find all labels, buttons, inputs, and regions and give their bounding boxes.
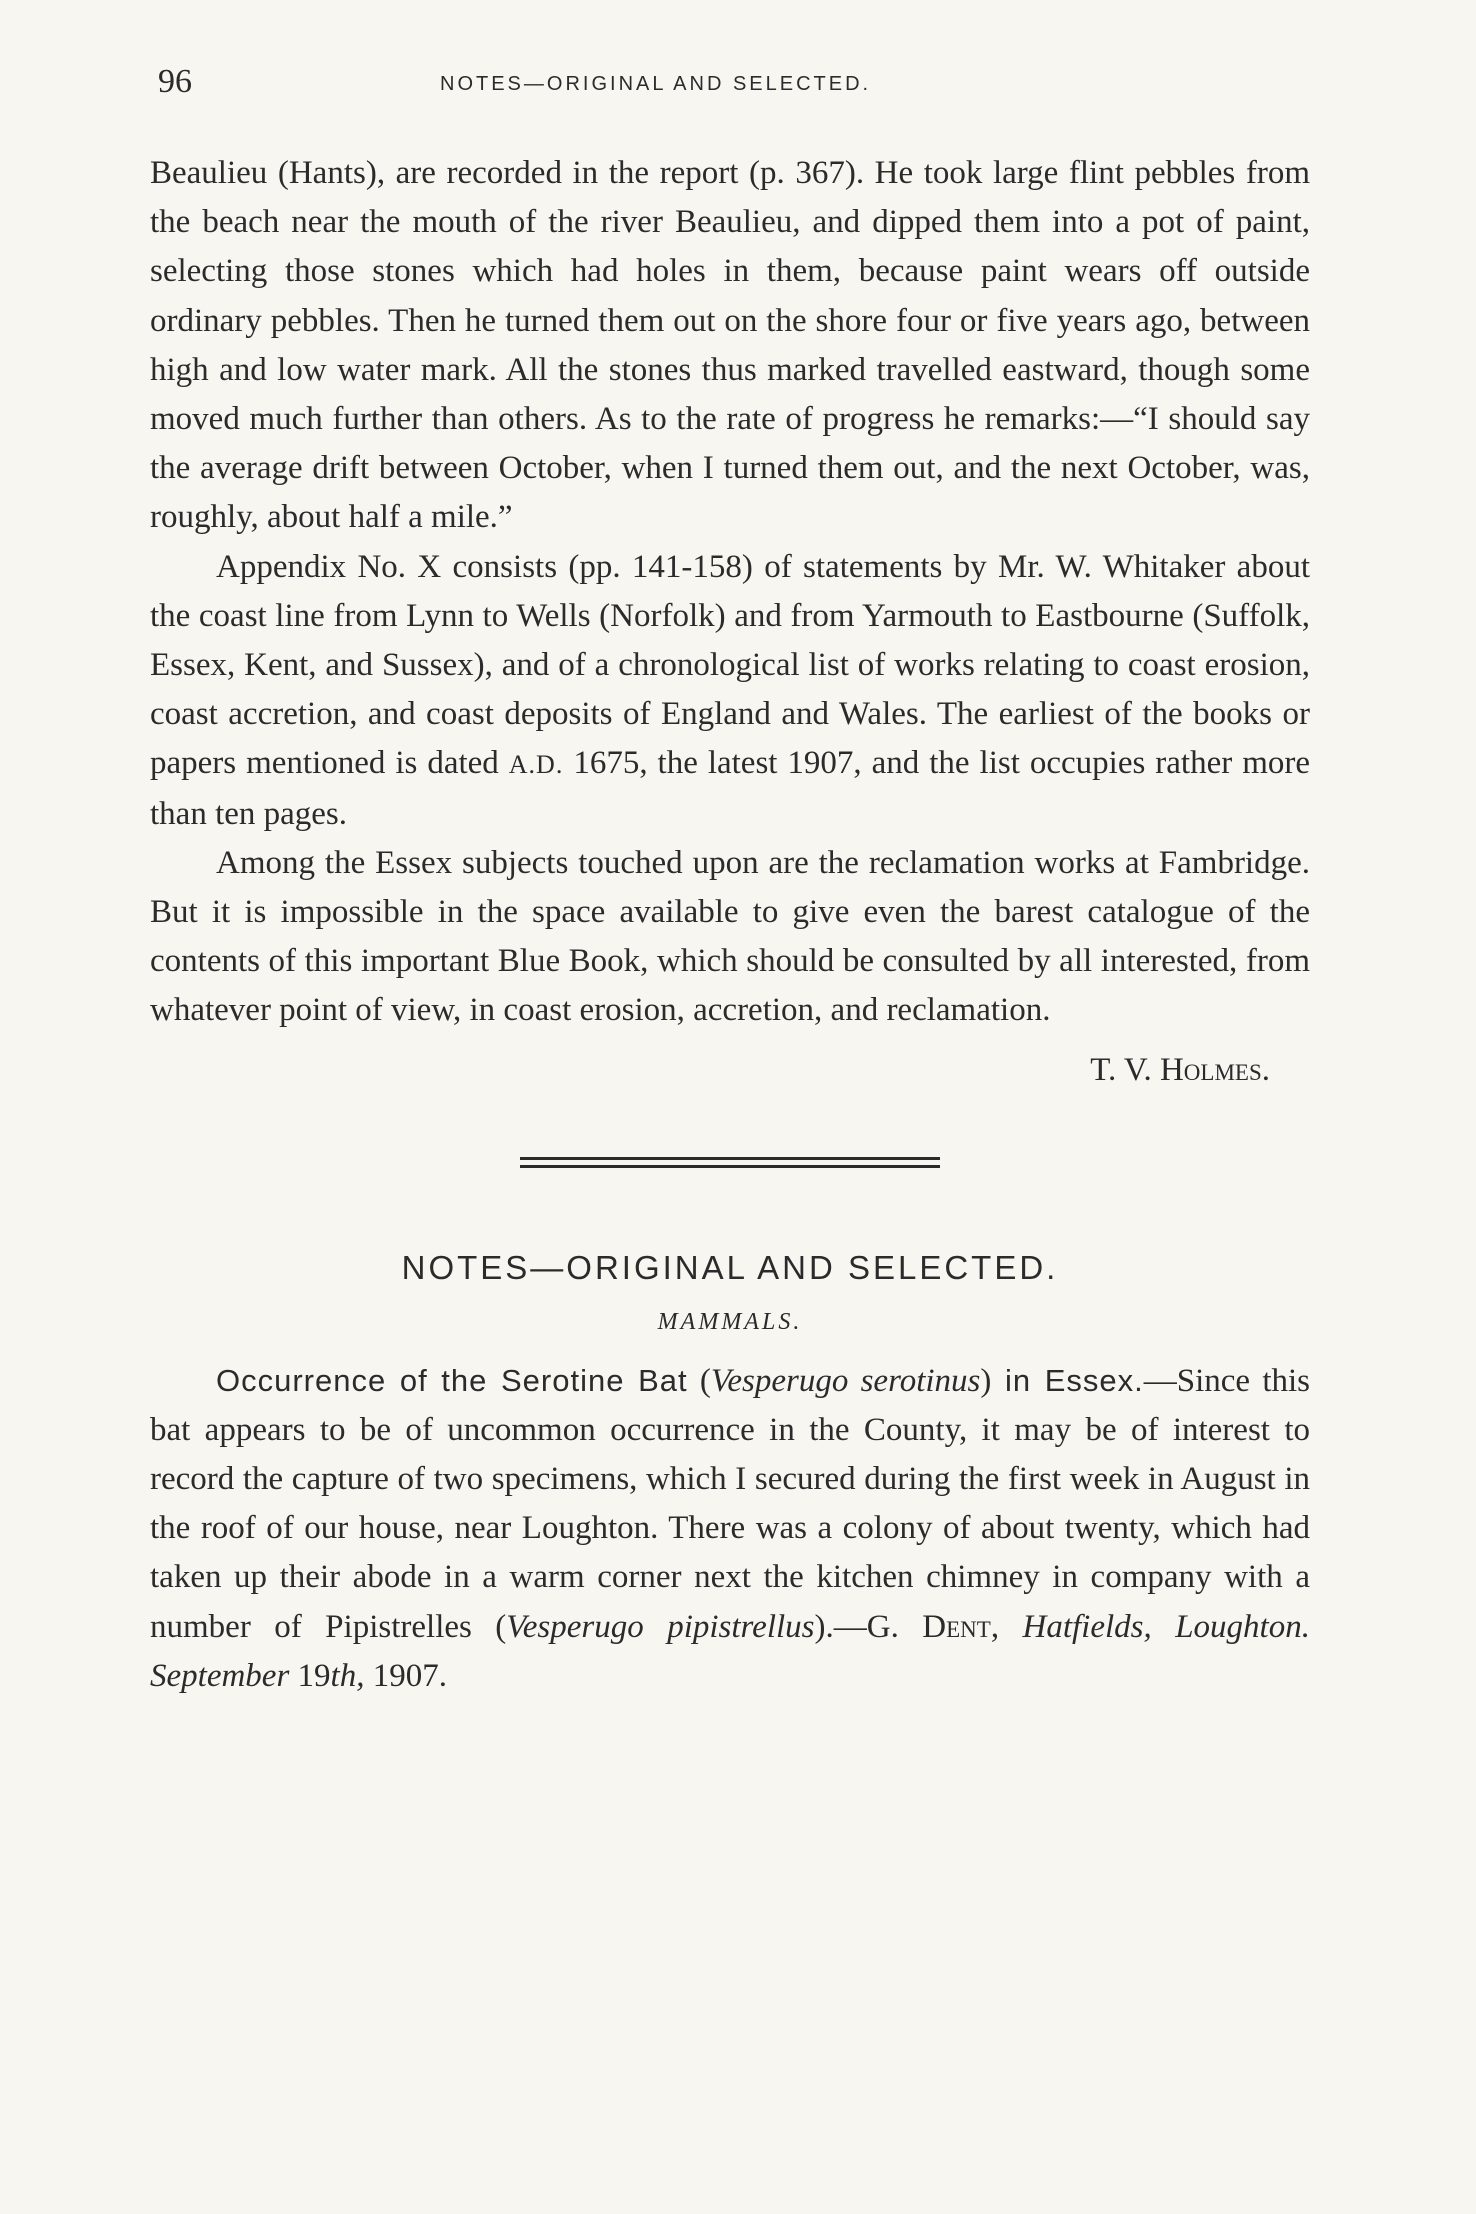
subsection-heading: MAMMALS. [657,1308,803,1335]
note-year: 1907. [364,1657,447,1694]
appendix-text-end: 1675, the latest 1907, and the list occupies rather more than ten pages. [150,745,1310,832]
double-rule-divider [520,1157,940,1168]
paragraph-appendix-x [150,543,1310,839]
rule-line-top [520,1157,940,1160]
section-heading: NOTES—ORIGINAL AND SELECTED. [401,1248,1059,1286]
note-place-date: Hatfields, Loughton. September [150,1608,1310,1694]
book-page [150,55,1310,1701]
species-name-pipistrelle: Vesperugo pipistrellus [506,1608,815,1645]
anno-domini: A.D. [508,750,564,780]
paragraph-essex-subjects: Among the Essex subjects touched upon are the reclamation works at Fambridge. But it is impossible in the space available to give even the barest catalogue of the contents of this important Blue Book, which should be consulted by all interested, from whatever point of view, in coast erosion, accretion, and reclamation. [150,844,1310,1029]
note-text-start: —Since this bat appears to be of uncommon occurrence in the County, it may be of interest to record the capture of two specimens, which I secured during the first week in August in the roof of our house, near Loughton. There was a colony of about twenty, which had taken up their abode in a warm corner next the kitchen chimney in company with a number of Pipistrelles ( [150,1362,1311,1645]
species-open-paren: ( [687,1362,711,1399]
note-title-start: Occurrence of the Serotine Bat [216,1362,688,1398]
signature-surname: Holmes. [1159,1051,1270,1088]
note-serotine-bat [150,1356,1310,1701]
page-number: 96 [158,63,192,100]
running-head [150,55,1310,115]
note-text-comma: , [990,1608,1023,1645]
species-name: Vesperugo serotinus [710,1362,981,1399]
rule-line-bottom [520,1165,940,1168]
paragraph-beaulieu-pebbles: Beaulieu (Hants), are recorded in the report (p. 367). He took large flint pebbles from the beach near the mouth of the river Beaulieu, and dipped them into a pot of paint, selecting those stones which had holes in them, because paint wears off outside ordinary pebbles. Then he turned them out on the shore four or five years ago, between high and low water mark. All the stones thus marked travelled eastward, though some moved much further than others. As to the rate of progress he remarks:—“I should say the average drift between October, when I turned them out, and the next October, was, roughly, about half a mile.” [150,155,1310,536]
note-author: Dent [922,1608,991,1645]
note-text-mid: ).—G. [814,1608,923,1645]
signature-initials: T. V. [1090,1051,1160,1088]
note-day-suffix: th, [330,1657,365,1694]
running-title: NOTES—ORIGINAL AND SELECTED. [440,73,872,95]
note-title-end: in Essex. [991,1362,1144,1398]
signature [150,1046,1270,1095]
note-day: 19 [289,1657,331,1694]
appendix-text-start: Appendix No. X consists (pp. 141-158) of statements by Mr. W. Whitaker about the coast line from Lynn to Wells (Norfolk) and from Yarmouth to Eastbourne (Suffolk, Essex, Kent, and Sussex), and of a chronological list of works relating to coast erosion, coast accretion, and coast deposits of England and Wales. The earliest of the books or papers mentioned is dated [150,548,1310,782]
species-close-paren: ) [980,1362,992,1399]
